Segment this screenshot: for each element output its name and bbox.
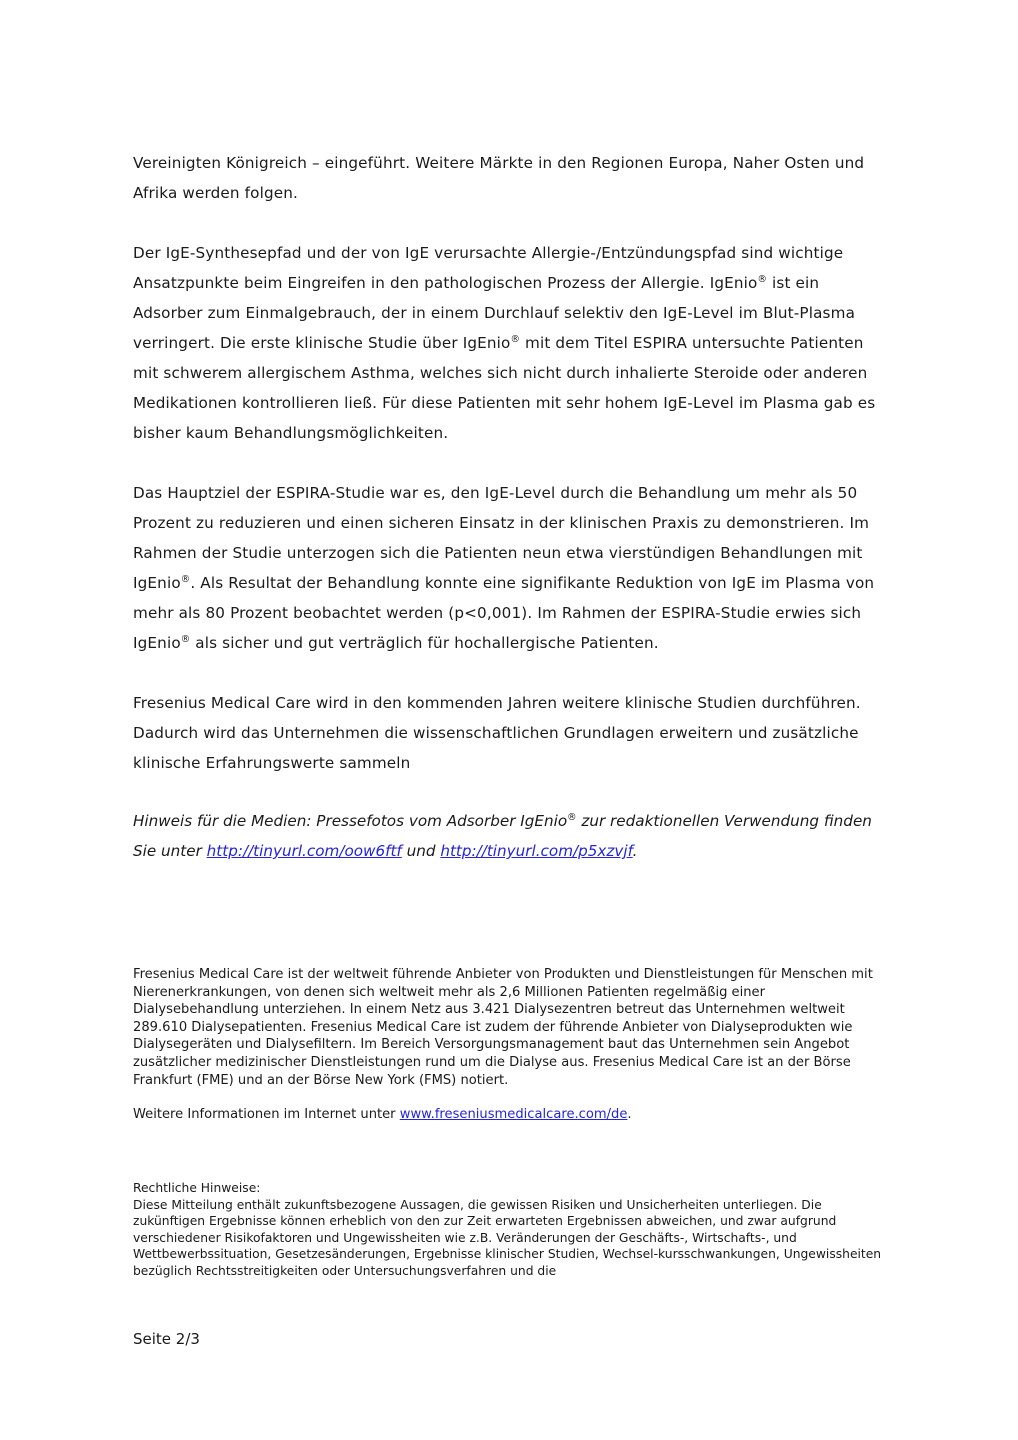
paragraph-ige-pathway-part-3: mit dem Titel ESPIRA untersuchte Patienten mit schwerem allergischem Asthma, welches sich nicht durch inhalierte Steroide oder anderen Medikationen kontrollieren ließ. Für diese Patienten mit sehr hohem IgE-Level im Plasma gab es bisher kaum Behandlungsmöglichkeiten.	[133, 334, 876, 442]
paragraph-markets-text: Vereinigten Königreich – eingeführt. Weitere Märkte in den Regionen Europa, Naher Osten und Afrika werden folgen.	[133, 154, 865, 202]
media-note-conjunction: und	[401, 842, 441, 860]
more-information-suffix: .	[627, 1107, 632, 1123]
media-note-period: .	[632, 842, 638, 860]
media-note-part-2: zur redaktionellen Verwendung finden Sie unter	[133, 812, 872, 860]
legal-notice-heading: Rechtliche Hinweise:	[133, 1181, 261, 1195]
main-text-column	[133, 148, 883, 894]
paragraph-ige-pathway-part-2: ist ein Adsorber zum Einmalgebrauch, der in einem Durchlauf selektiv den IgE-Level im Blut-Plasma verringert. Die erste klinische Studie über IgEnio	[133, 274, 856, 352]
press-photo-link-2[interactable]: http://tinyurl.com/p5xzvjf	[440, 842, 633, 860]
registered-trademark-icon: ®	[180, 633, 191, 645]
company-description: Fresenius Medical Care ist der weltweit führende Anbieter von Produkten und Dienstleistungen für Menschen mit Nierenerkrankungen, von denen sich weltweit mehr als 2,6 Millionen Patienten regelmäßig einer Dialysebehandlung unterziehen. In einem Netz aus 3.421 Dialysezentren betreut das Unternehmen weltweit 289.610 Dialysepatienten. Fresenius Medical Care ist zudem der führende Anbieter von Dialyseprodukten wie Dialysegeräten und Dialysefiltern. Im Bereich Versorgungsmanagement baut das Unternehmen sein Angebot zusätzlicher medizinischer Dienstleistungen rund um die Dialyse aus. Fresenius Medical Care ist an der Börse Frankfurt (FME) und an der Börse New York (FMS) notiert.	[133, 967, 873, 1088]
paragraph-ige-pathway-part-1: Der IgE-Synthesepfad und der von IgE verursachte Allergie-/Entzündungspfad sind wichtige Ansatzpunkte beim Eingreifen in den pathologischen Prozess der Allergie. IgEnio	[133, 244, 844, 292]
legal-notice	[133, 1180, 885, 1280]
registered-trademark-icon: ®	[567, 811, 577, 823]
paragraph-markets	[133, 148, 883, 208]
more-information-prefix: Weitere Informationen im Internet unter	[133, 1107, 400, 1123]
paragraph-espira-results	[133, 478, 883, 658]
press-photo-link-1[interactable]: http://tinyurl.com/oow6ftf	[206, 842, 402, 860]
paragraph-future-studies-text: Fresenius Medical Care wird in den kommenden Jahren weitere klinische Studien durchführen. Dadurch wird das Unternehmen die wissenschaftlichen Grundlagen erweitern und zusätzliche klinische Erfahrungswerte sammeln	[133, 694, 861, 772]
registered-trademark-icon: ®	[510, 333, 521, 345]
more-information-line	[133, 1106, 885, 1124]
media-note-part-1: Hinweis für die Medien: Pressefotos vom Adsorber IgEnio	[133, 812, 568, 830]
paragraph-espira-results-part-3: als sicher und gut verträglich für hochallergische Patienten.	[190, 634, 659, 652]
paragraph-espira-results-part-2: . Als Resultat der Behandlung konnte eine signifikante Reduktion von IgE im Plasma von mehr als 80 Prozent beobachtet werden (p<0,001). Im Rahmen der ESPIRA-Studie erwies sich IgEnio	[133, 574, 875, 652]
company-boilerplate	[133, 966, 885, 1124]
paragraph-future-studies	[133, 688, 883, 778]
company-website-link[interactable]: www.freseniusmedicalcare.com/de	[399, 1107, 628, 1123]
paragraph-ige-pathway	[133, 238, 883, 448]
media-note	[133, 806, 883, 866]
paragraph-espira-results-part-1: Das Hauptziel der ESPIRA-Studie war es, den IgE-Level durch die Behandlung um mehr als 50 Prozent zu reduzieren und einen sicheren Einsatz in der klinischen Praxis zu demonstrieren. Im Rahmen der Studie unterzogen sich die Patienten neun etwa vierstündigen Behandlungen mit IgEnio	[133, 484, 870, 592]
registered-trademark-icon: ®	[180, 573, 191, 585]
registered-trademark-icon: ®	[757, 273, 768, 285]
page-footer: Seite 2/3	[133, 1330, 200, 1348]
legal-notice-text: Diese Mitteilung enthält zukunftsbezogene Aussagen, die gewissen Risiken und Unsicherheiten unterliegen. Die zukünftigen Ergebnisse können erheblich von den zur Zeit erwarteten Ergebnissen abweichen, und zwar aufgrund verschiedener Risikofaktoren und Ungewissheiten wie z.B. Veränderungen der Geschäfts-, Wirtschafts-, und Wettbewerbssituation, Gesetzesänderungen, Ergebnisse klinischer Studien, Wechsel-kursschwankungen, Ungewissheiten bezüglich Rechtsstreitigkeiten oder Untersuchungsverfahren und die	[133, 1197, 882, 1278]
